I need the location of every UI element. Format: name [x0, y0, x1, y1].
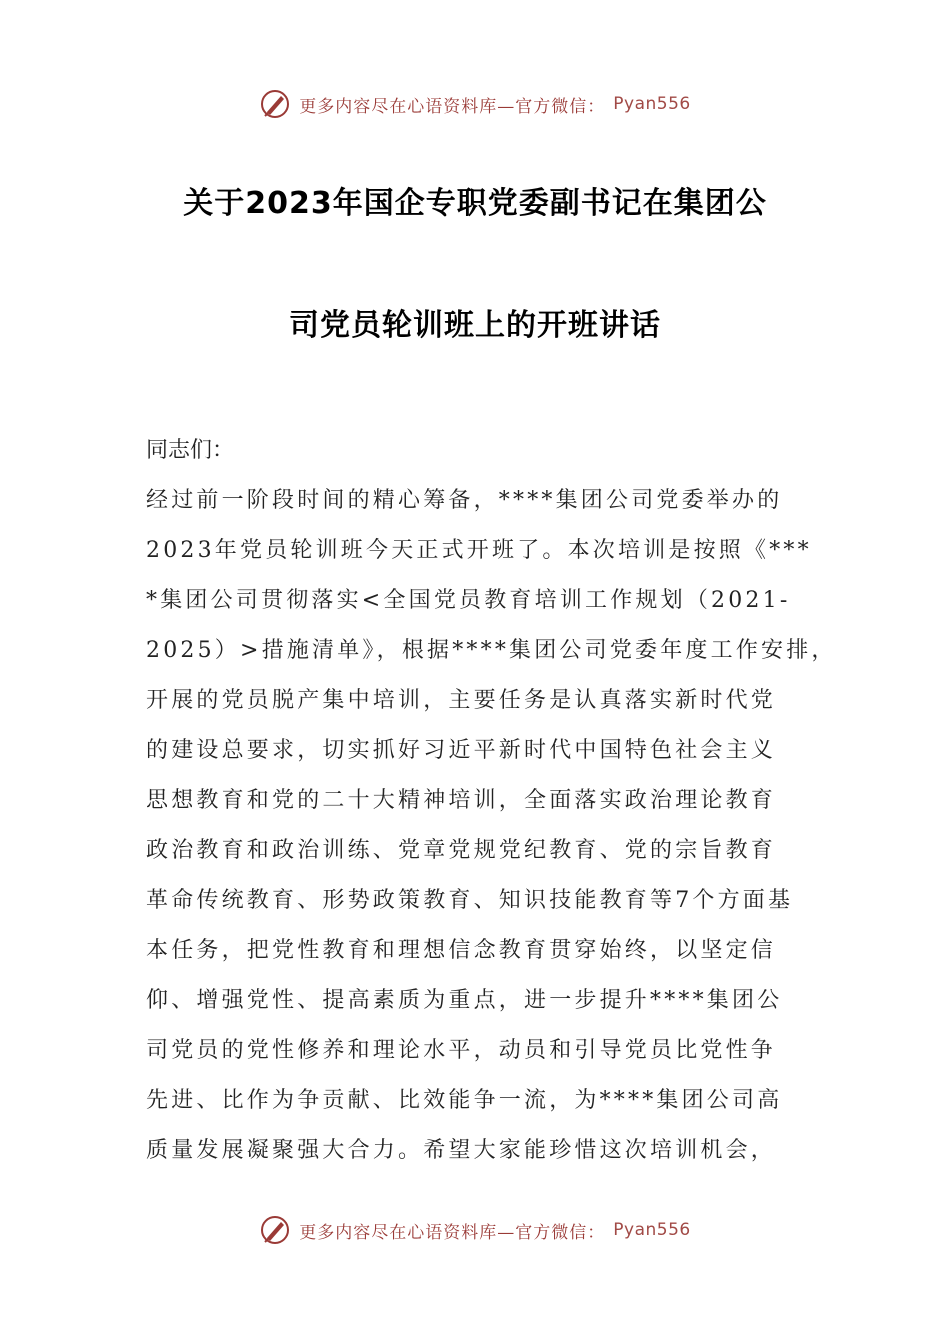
paragraph-line: 革命传统教育、形势政策教育、知识技能教育等7个方面基	[146, 888, 794, 913]
paragraph-line: 2023年党员轮训班今天正式开班了。本次培训是按照《***	[146, 538, 812, 563]
watermark-text: 更多内容尽在心语资料库—官方微信：	[299, 96, 606, 117]
paragraph-line: 仰、增强党性、提高素质为重点，进一步提升****集团公	[146, 988, 783, 1013]
document-title-line-1: 关于2023年国企专职党委副书记在集团公	[183, 186, 767, 221]
document-title-line-2: 司党员轮训班上的开班讲话	[289, 308, 661, 343]
salutation: 同志们：	[146, 438, 235, 463]
footer-watermark	[0, 1212, 950, 1248]
watermark-wechat-id: Pyan556	[613, 94, 691, 114]
watermark-wechat-id: Pyan556	[613, 1220, 691, 1240]
paragraph-line: 2025）>措施清单》，根据****集团公司党委年度工作安排，	[146, 638, 837, 663]
paragraph-line: 先进、比作为争贡献、比效能争一流，为****集团公司高	[146, 1088, 783, 1113]
body-paragraph	[146, 476, 837, 1176]
paragraph-line: 质量发展凝聚强大合力。希望大家能珍惜这次培训机会，	[146, 1138, 777, 1163]
paragraph-line: 开展的党员脱产集中培训，主要任务是认真落实新时代党	[146, 688, 777, 713]
paragraph-line: *集团公司贯彻落实<全国党员教育培训工作规划（2021-	[146, 588, 791, 613]
paragraph-line: 经过前一阶段时间的精心筹备，****集团公司党委举办的	[146, 488, 783, 513]
watermark-text: 更多内容尽在心语资料库—官方微信：	[299, 1222, 606, 1243]
paragraph-line: 政治教育和政治训练、党章党规党纪教育、党的宗旨教育	[146, 838, 777, 863]
paragraph-line: 本任务，把党性教育和理想信念教育贯穿始终，以坚定信	[146, 938, 777, 963]
pen-logo-icon	[259, 88, 291, 120]
paragraph-line: 司党员的党性修养和理论水平，动员和引导党员比党性争	[146, 1038, 777, 1063]
paragraph-line: 的建设总要求，切实抓好习近平新时代中国特色社会主义	[146, 738, 777, 763]
pen-logo-icon	[259, 1214, 291, 1246]
header-watermark	[0, 86, 950, 122]
paragraph-line: 思想教育和党的二十大精神培训，全面落实政治理论教育	[146, 788, 777, 813]
